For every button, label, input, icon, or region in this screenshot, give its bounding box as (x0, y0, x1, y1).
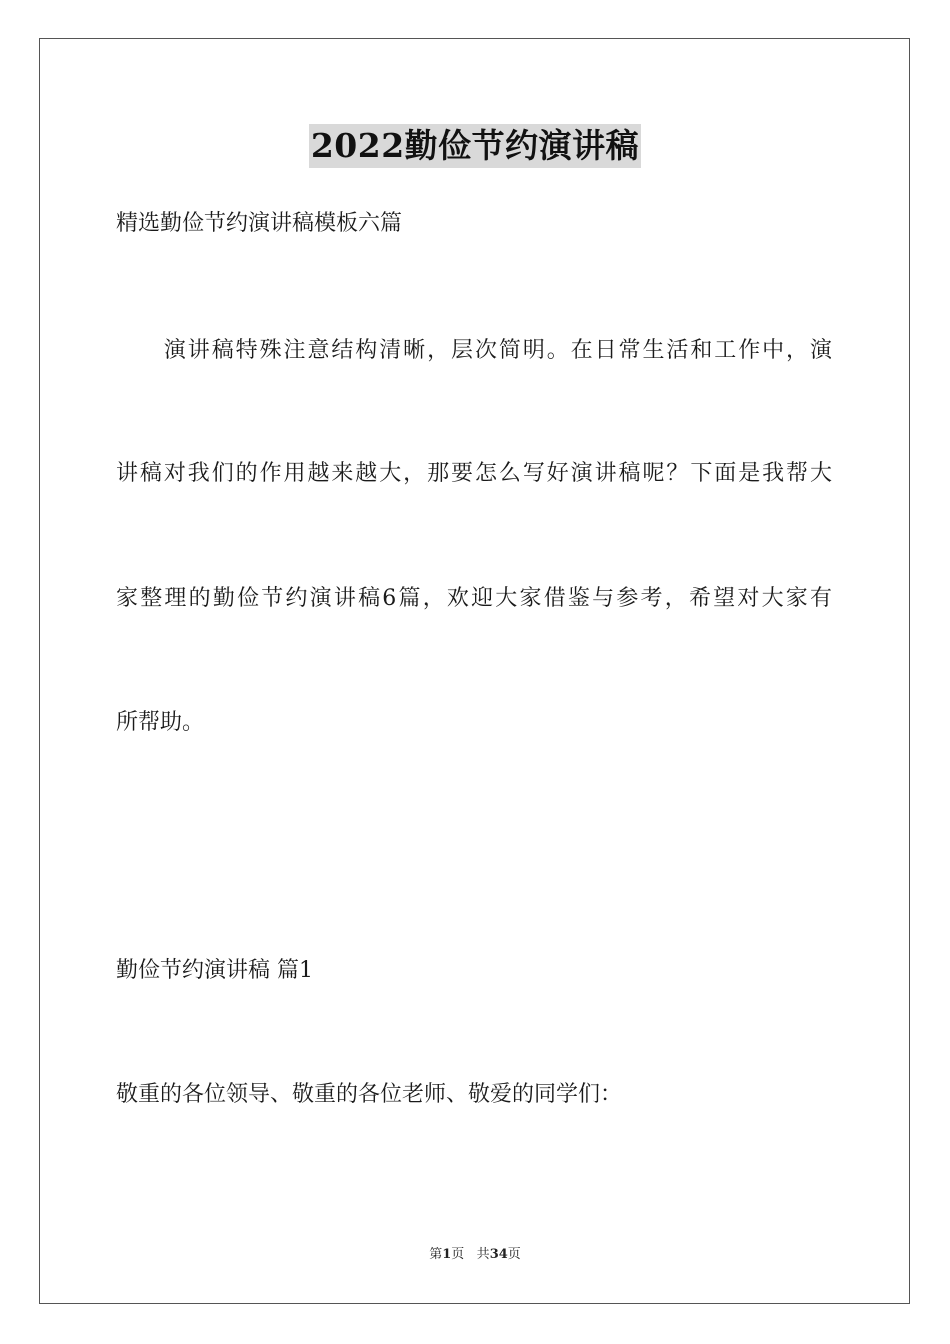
intro-line-1: 演讲稿特殊注意结构清晰，层次简明。在日常生活和工作中，演 (116, 338, 832, 363)
document-subtitle: 精选勤俭节约演讲稿模板六篇 (116, 211, 403, 236)
intro-line-4: 所帮助。 (116, 710, 205, 735)
footer-page-suffix: 页 (451, 1247, 465, 1262)
footer-prefix: 第 (429, 1247, 443, 1262)
footer-total-suffix: 页 (507, 1247, 521, 1262)
intro-line-2: 讲稿对我们的作用越来越大，那要怎么写好演讲稿呢？下面是我帮大 (116, 461, 832, 486)
footer-page-number: 1 (442, 1247, 452, 1262)
page-footer (0, 1246, 950, 1264)
title-container (0, 124, 950, 168)
salutation: 敬重的各位领导、敬重的各位老师、敬爱的同学们： (116, 1082, 623, 1107)
footer-total-pages: 34 (489, 1247, 508, 1262)
document-title: 2022勤俭节约演讲稿 (309, 124, 641, 168)
section-heading: 勤俭节约演讲稿 篇1 (116, 958, 313, 983)
footer-total-prefix: 共 (476, 1247, 490, 1262)
intro-line-3: 家整理的勤俭节约演讲稿6篇，欢迎大家借鉴与参考，希望对大家有 (116, 586, 832, 611)
